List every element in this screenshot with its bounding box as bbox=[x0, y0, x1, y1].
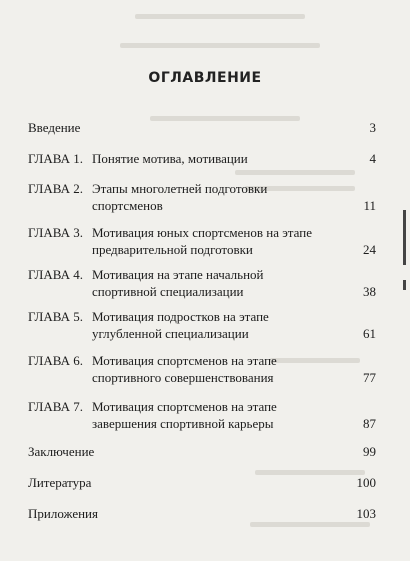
toc-entry-text: Приложения bbox=[28, 506, 98, 521]
toc-entry-text-continued: завершения спортивной карьеры bbox=[92, 416, 274, 431]
toc-entry-text: Этапы многолетней подготовки bbox=[92, 181, 268, 196]
toc-entry-text-continued: спортивной специализации bbox=[92, 284, 244, 299]
toc-page-number: 87 bbox=[363, 416, 376, 431]
toc-page-number: 100 bbox=[356, 475, 376, 490]
toc-entry-text: Мотивация на этапе начальной bbox=[92, 267, 264, 282]
toc-chapter-number: ГЛАВА 3. bbox=[28, 225, 83, 240]
toc-page-number: 11 bbox=[363, 198, 376, 213]
toc-page-number: 77 bbox=[363, 370, 376, 385]
toc-entry-text-continued: углубленной специализации bbox=[92, 326, 249, 341]
toc-entry-text: Мотивация спортсменов на этапе bbox=[92, 399, 277, 414]
toc-chapter-number: ГЛАВА 4. bbox=[28, 267, 83, 282]
toc-page-number: 4 bbox=[369, 151, 376, 166]
toc-entry-text: Мотивация спортсменов на этапе bbox=[92, 353, 277, 368]
toc-entry-text: Мотивация подростков на этапе bbox=[92, 309, 269, 324]
toc-entry-text: Литература bbox=[28, 475, 92, 490]
toc-entry-text: Мотивация юных спортсменов на этапе bbox=[92, 225, 312, 240]
toc-chapter-number: ГЛАВА 6. bbox=[28, 353, 83, 368]
toc-entry-text: Понятие мотива, мотивации bbox=[92, 151, 248, 166]
page-edge-mark bbox=[403, 280, 406, 290]
toc-chapter-number: ГЛАВА 2. bbox=[28, 181, 83, 196]
toc-page-number: 99 bbox=[363, 444, 376, 459]
toc-entry-text: Введение bbox=[28, 120, 81, 135]
toc-page-number: 61 bbox=[363, 326, 376, 341]
toc-chapter-number: ГЛАВА 7. bbox=[28, 399, 83, 414]
bleed-through-line bbox=[235, 170, 355, 175]
toc-page-number: 3 bbox=[369, 120, 376, 135]
toc-entry-text: Заключение bbox=[28, 444, 95, 459]
toc-title: ОГЛАВЛЕНИЕ bbox=[148, 70, 262, 86]
toc-page-number: 24 bbox=[363, 242, 376, 257]
bleed-through-line bbox=[120, 43, 320, 48]
toc-entry-text-continued: предварительной подготовки bbox=[92, 242, 253, 257]
toc-page-number: 103 bbox=[356, 506, 376, 521]
bleed-through-line bbox=[135, 14, 305, 19]
page-edge-mark bbox=[403, 210, 406, 265]
toc-page-number: 38 bbox=[363, 284, 376, 299]
toc-entry-text-continued: спортивного совершенствования bbox=[92, 370, 274, 385]
bleed-through-line bbox=[250, 522, 370, 527]
toc-chapter-number: ГЛАВА 1. bbox=[28, 151, 83, 166]
toc-entry-text-continued: спортсменов bbox=[92, 198, 163, 213]
toc-chapter-number: ГЛАВА 5. bbox=[28, 309, 83, 324]
